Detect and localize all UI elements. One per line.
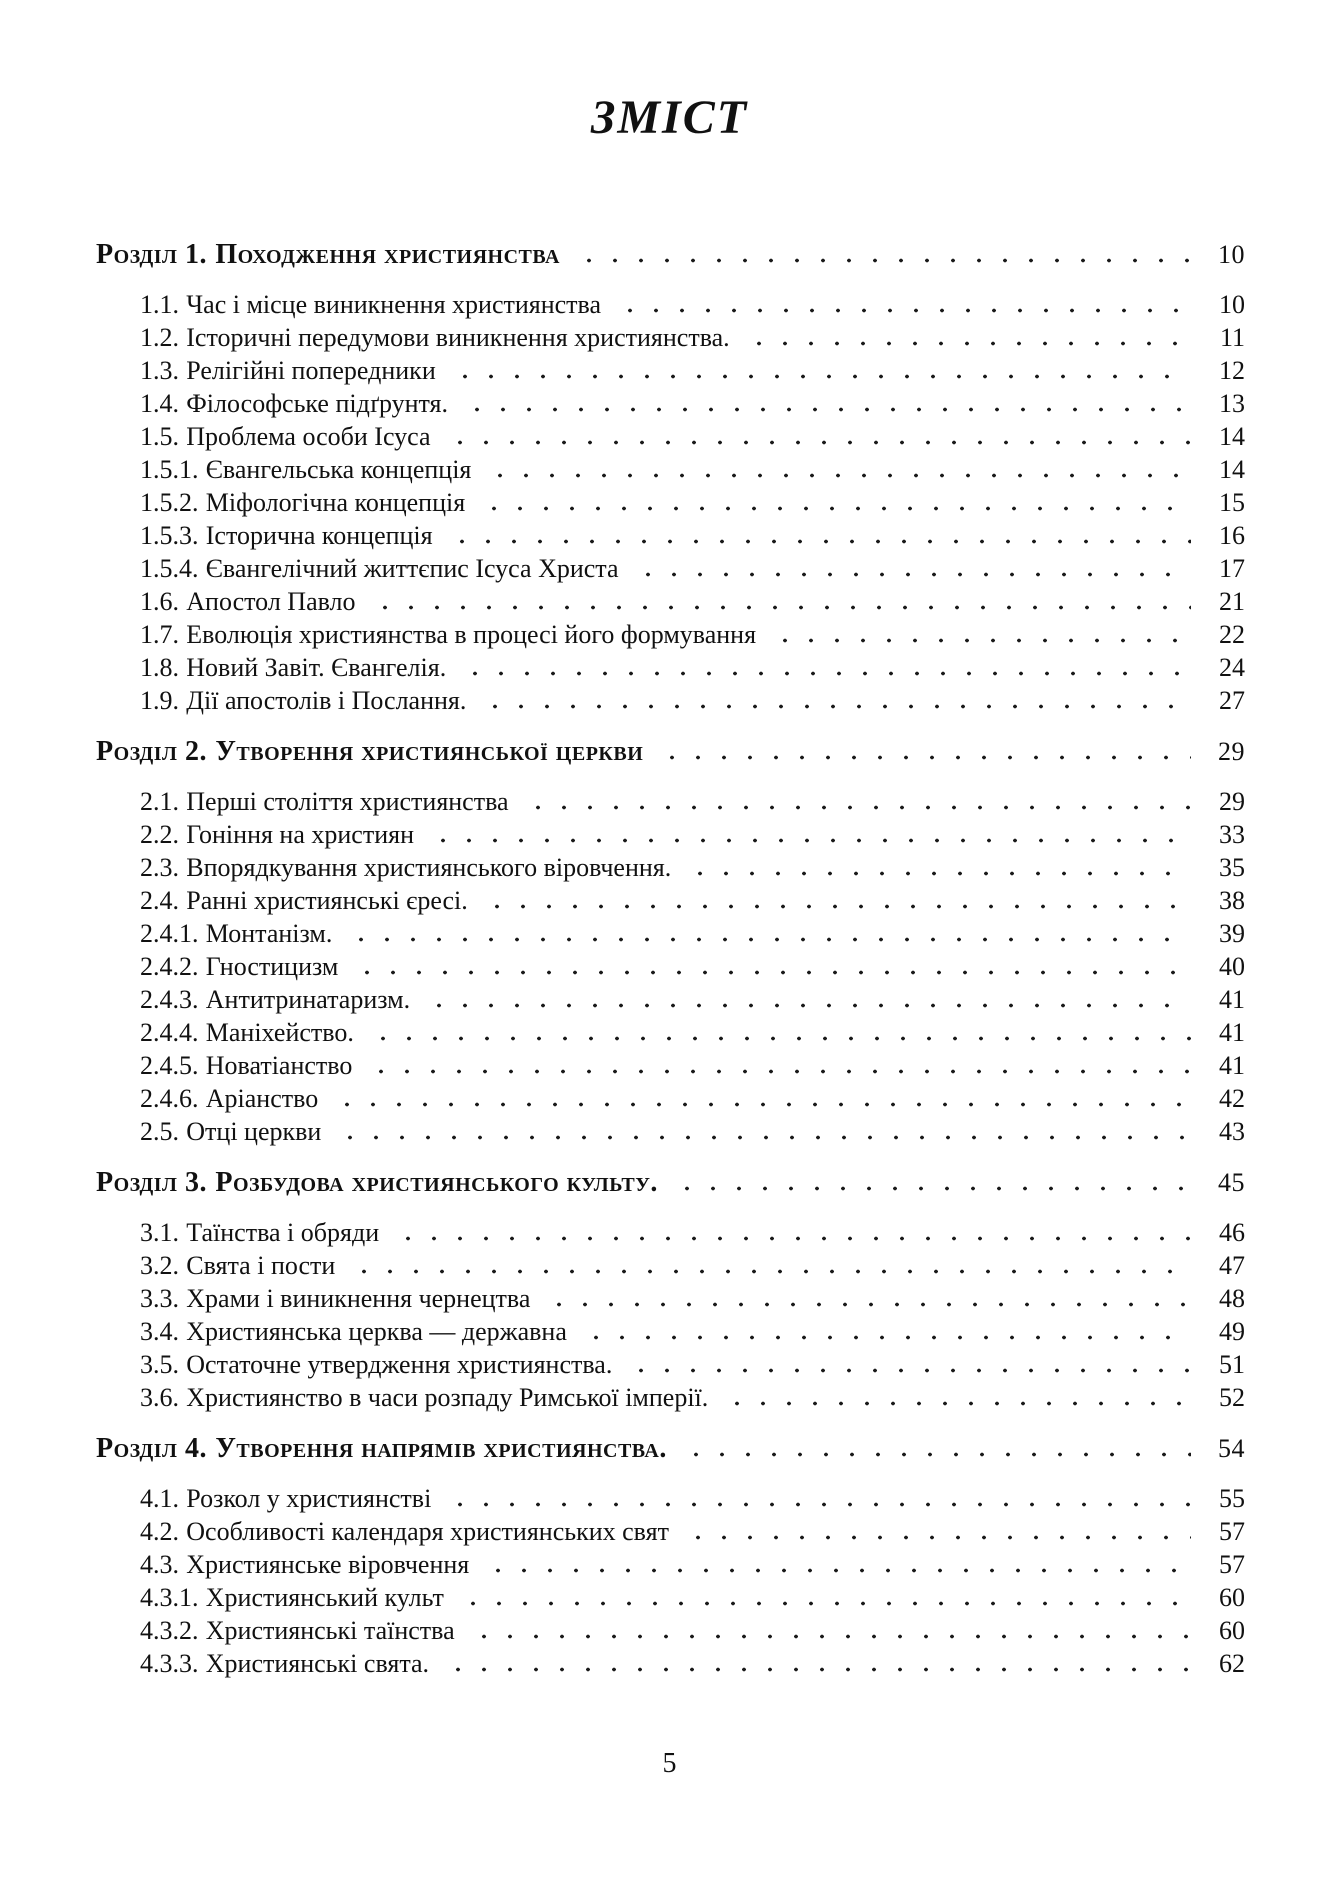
item-title: Християнський культ xyxy=(205,1583,444,1612)
item-title: Історичні передумови виникнення християнства. xyxy=(186,323,730,352)
item-title: Міфологічна концепція xyxy=(205,488,466,517)
toc-item xyxy=(96,1216,1245,1249)
page-ref: 49 xyxy=(1219,1317,1245,1346)
item-title: Аріанство xyxy=(205,1084,319,1113)
toc-section xyxy=(96,1166,1245,1414)
page-ref: 12 xyxy=(1219,356,1245,385)
toc-item xyxy=(96,1515,1245,1548)
item-title: Християнські таїнства xyxy=(205,1616,455,1645)
toc-item xyxy=(96,354,1245,387)
page-ref: 51 xyxy=(1219,1350,1245,1379)
page-ref: 10 xyxy=(1219,290,1245,319)
item-number: 3.4. xyxy=(140,1317,179,1346)
chapter-title: Утворення напрямів християнства. xyxy=(215,1433,667,1464)
page-ref: 11 xyxy=(1219,323,1245,352)
toc-item xyxy=(96,420,1245,453)
toc-item xyxy=(96,453,1245,486)
dot-leader xyxy=(683,871,1191,876)
item-title: Розкол у християнстві xyxy=(186,1484,432,1513)
page-ref: 57 xyxy=(1219,1517,1245,1546)
item-title: Релігійні попередники xyxy=(186,356,436,385)
item-title: Перші століття християнства xyxy=(186,787,509,816)
item-title: Християнське віровчення xyxy=(186,1550,470,1579)
item-number: 1.5.3. xyxy=(140,521,199,550)
item-number: 1.7. xyxy=(140,620,179,649)
toc-item xyxy=(96,1082,1245,1115)
page-ref: 27 xyxy=(1219,686,1245,715)
toc-item xyxy=(96,983,1245,1016)
dot-leader xyxy=(458,671,1191,676)
toc-item xyxy=(96,585,1245,618)
chapter-heading xyxy=(96,735,1245,769)
page-ref: 47 xyxy=(1219,1251,1245,1280)
item-title: Маніхейство. xyxy=(205,1018,354,1047)
item-title: Особливості календаря християнських свят xyxy=(186,1517,669,1546)
item-number: 4.3. xyxy=(140,1550,179,1579)
item-title: Євангельська концепція xyxy=(205,455,472,484)
page-ref: 14 xyxy=(1219,422,1245,451)
dot-leader xyxy=(542,1302,1191,1307)
item-number: 2.1. xyxy=(140,787,179,816)
chapter-heading xyxy=(96,238,1245,272)
item-title: Апостол Павло xyxy=(186,587,356,616)
page-ref: 41 xyxy=(1219,1051,1245,1080)
dot-leader xyxy=(481,1568,1191,1573)
item-number: 4.1. xyxy=(140,1484,179,1513)
dot-leader xyxy=(426,838,1191,843)
dot-leader xyxy=(478,704,1191,709)
dot-leader xyxy=(391,1236,1191,1241)
toc-item xyxy=(96,917,1245,950)
item-number: 1.2. xyxy=(140,323,179,352)
item-number: 1.9. xyxy=(140,686,179,715)
toc-item xyxy=(96,950,1245,983)
dot-leader xyxy=(480,904,1191,909)
item-number: 4.3.1. xyxy=(140,1583,199,1612)
toc-item xyxy=(96,1614,1245,1647)
chapter-number: Розділ 1. xyxy=(96,239,207,270)
chapter-number: Розділ 3. xyxy=(96,1167,207,1198)
dot-leader xyxy=(742,341,1191,346)
dot-leader xyxy=(366,1036,1191,1041)
item-title: Свята і пости xyxy=(186,1251,336,1280)
item-title: Антитринатаризм. xyxy=(205,985,411,1014)
item-number: 3.5. xyxy=(140,1350,179,1379)
dot-leader xyxy=(422,1003,1191,1008)
item-number: 2.4.2. xyxy=(140,952,199,981)
dot-leader xyxy=(720,1401,1191,1406)
page-ref: 48 xyxy=(1219,1284,1245,1313)
page-ref: 13 xyxy=(1219,389,1245,418)
dot-leader xyxy=(456,1601,1191,1606)
dot-leader xyxy=(350,970,1191,975)
toc-item xyxy=(96,651,1245,684)
dot-leader xyxy=(467,1634,1191,1639)
chapter-title: Утворення християнської церкви xyxy=(215,736,644,767)
dot-leader xyxy=(655,755,1191,760)
dot-leader xyxy=(445,539,1191,544)
item-title: Храми і виникнення чернецтва xyxy=(186,1284,531,1313)
toc-item xyxy=(96,1115,1245,1148)
dot-leader xyxy=(477,506,1191,511)
item-number: 3.3. xyxy=(140,1284,179,1313)
page-ref: 60 xyxy=(1219,1583,1245,1612)
item-title: Філософське підґрунтя. xyxy=(186,389,449,418)
toc-item xyxy=(96,1249,1245,1282)
dot-leader xyxy=(579,1335,1191,1340)
dot-leader xyxy=(441,1667,1191,1672)
page-ref: 29 xyxy=(1219,787,1245,816)
page-ref: 60 xyxy=(1219,1616,1245,1645)
page-ref: 24 xyxy=(1219,653,1245,682)
item-title: Дії апостолів і Послання. xyxy=(186,686,467,715)
item-number: 1.5. xyxy=(140,422,179,451)
item-number: 2.4.3. xyxy=(140,985,199,1014)
item-title: Таїнства і обряди xyxy=(186,1218,380,1247)
toc-item xyxy=(96,785,1245,818)
dot-leader xyxy=(448,374,1191,379)
item-number: 4.2. xyxy=(140,1517,179,1546)
toc-item xyxy=(96,618,1245,651)
chapter-heading xyxy=(96,1432,1245,1466)
item-number: 2.4.1. xyxy=(140,919,199,948)
item-title: Новий Завіт. Євангелія. xyxy=(186,653,447,682)
dot-leader xyxy=(368,605,1191,610)
toc-item xyxy=(96,1348,1245,1381)
toc-item xyxy=(96,288,1245,321)
item-title: Впорядкування християнського віровчення. xyxy=(186,853,672,882)
dot-leader xyxy=(443,1502,1191,1507)
item-number: 3.1. xyxy=(140,1218,179,1247)
page-ref: 45 xyxy=(1218,1168,1245,1197)
dot-leader xyxy=(613,308,1191,313)
item-title: Остаточне утвердження християнства. xyxy=(186,1350,613,1379)
item-title: Християнська церква — державна xyxy=(186,1317,567,1346)
toc-item xyxy=(96,387,1245,420)
item-title: Еволюція християнства в процесі його формування xyxy=(186,620,757,649)
page-ref: 62 xyxy=(1219,1649,1245,1678)
page-ref: 35 xyxy=(1219,853,1245,882)
item-number: 1.3. xyxy=(140,356,179,385)
item-number: 2.5. xyxy=(140,1117,179,1146)
item-number: 3.6. xyxy=(140,1383,179,1412)
page-ref: 33 xyxy=(1219,820,1245,849)
folio-page-number: 5 xyxy=(662,1748,677,1779)
toc-item xyxy=(96,1282,1245,1315)
page-ref: 42 xyxy=(1219,1084,1245,1113)
toc-section xyxy=(96,735,1245,1148)
dot-leader xyxy=(460,407,1191,412)
item-number: 1.8. xyxy=(140,653,179,682)
toc-section xyxy=(96,238,1245,717)
page-ref: 10 xyxy=(1218,240,1245,269)
page-ref: 57 xyxy=(1219,1550,1245,1579)
toc-item xyxy=(96,818,1245,851)
toc-item xyxy=(96,884,1245,917)
item-title: Християнство в часи розпаду Римської імперії. xyxy=(186,1383,709,1412)
item-title: Євангелічний життєпис Ісуса Христа xyxy=(205,554,619,583)
item-title: Християнські свята. xyxy=(205,1649,430,1678)
toc-item xyxy=(96,1647,1245,1680)
chapter-number: Розділ 4. xyxy=(96,1433,207,1464)
page-ref: 21 xyxy=(1219,587,1245,616)
toc-section xyxy=(96,1432,1245,1680)
item-number: 1.1. xyxy=(140,290,179,319)
page-ref: 43 xyxy=(1219,1117,1245,1146)
item-title: Проблема особи Ісуса xyxy=(186,422,431,451)
page-ref: 17 xyxy=(1219,554,1245,583)
page-ref: 41 xyxy=(1219,985,1245,1014)
page-ref: 46 xyxy=(1219,1218,1245,1247)
page-ref: 52 xyxy=(1219,1383,1245,1412)
item-title: Ранні християнські єресі. xyxy=(186,886,468,915)
item-title: Отці церкви xyxy=(186,1117,322,1146)
item-number: 2.4. xyxy=(140,886,179,915)
item-title: Гоніння на християн xyxy=(186,820,414,849)
page-ref: 40 xyxy=(1219,952,1245,981)
dot-leader xyxy=(679,1452,1191,1457)
dot-leader xyxy=(670,1186,1191,1191)
item-title: Новатіанство xyxy=(205,1051,353,1080)
toc-item xyxy=(96,486,1245,519)
item-title: Історична концепція xyxy=(205,521,433,550)
item-number: 1.5.2. xyxy=(140,488,199,517)
page-ref: 38 xyxy=(1219,886,1245,915)
page-ref: 22 xyxy=(1219,620,1245,649)
toc-item xyxy=(96,321,1245,354)
item-number: 2.4.4. xyxy=(140,1018,199,1047)
chapter-heading xyxy=(96,1166,1245,1200)
item-number: 1.4. xyxy=(140,389,179,418)
chapter-number: Розділ 2. xyxy=(96,736,207,767)
dot-leader xyxy=(344,937,1191,942)
page-ref: 39 xyxy=(1219,919,1245,948)
toc-item xyxy=(96,1548,1245,1581)
item-title: Час і місце виникнення християнства xyxy=(186,290,602,319)
item-number: 4.3.3. xyxy=(140,1649,199,1678)
chapter-title: Розбудова християнського культу. xyxy=(215,1167,658,1198)
dot-leader xyxy=(631,572,1191,577)
item-number: 1.6. xyxy=(140,587,179,616)
toc-item xyxy=(96,1581,1245,1614)
dot-leader xyxy=(347,1269,1191,1274)
dot-leader xyxy=(572,258,1191,263)
item-number: 1.5.1. xyxy=(140,455,199,484)
page-ref: 16 xyxy=(1219,521,1245,550)
item-number: 1.5.4. xyxy=(140,554,199,583)
dot-leader xyxy=(483,473,1191,478)
dot-leader xyxy=(330,1102,1191,1107)
page-ref: 54 xyxy=(1218,1434,1245,1463)
dot-leader xyxy=(333,1135,1191,1140)
table-of-contents xyxy=(96,226,1245,1680)
dot-leader xyxy=(624,1368,1191,1373)
toc-item xyxy=(96,1482,1245,1515)
dot-leader xyxy=(443,440,1191,445)
dot-leader xyxy=(768,638,1191,643)
toc-item xyxy=(96,1315,1245,1348)
chapter-title: Походження християнства xyxy=(215,239,560,270)
item-number: 2.4.6. xyxy=(140,1084,199,1113)
toc-item xyxy=(96,1016,1245,1049)
toc-item xyxy=(96,519,1245,552)
dot-leader xyxy=(364,1069,1191,1074)
toc-item xyxy=(96,552,1245,585)
toc-item xyxy=(96,1049,1245,1082)
item-number: 3.2. xyxy=(140,1251,179,1280)
page-ref: 55 xyxy=(1219,1484,1245,1513)
item-number: 2.3. xyxy=(140,853,179,882)
item-number: 2.4.5. xyxy=(140,1051,199,1080)
item-number: 2.2. xyxy=(140,820,179,849)
item-number: 4.3.2. xyxy=(140,1616,199,1645)
page-ref: 15 xyxy=(1219,488,1245,517)
toc-item xyxy=(96,1381,1245,1414)
page-title: ЗМІСТ xyxy=(590,91,749,144)
page-ref: 41 xyxy=(1219,1018,1245,1047)
dot-leader xyxy=(521,805,1191,810)
toc-item xyxy=(96,684,1245,717)
dot-leader xyxy=(681,1535,1191,1540)
item-title: Гностицизм xyxy=(205,952,339,981)
item-title: Монтанізм. xyxy=(205,919,333,948)
page-ref: 14 xyxy=(1219,455,1245,484)
toc-item xyxy=(96,851,1245,884)
page-ref: 29 xyxy=(1218,737,1245,766)
